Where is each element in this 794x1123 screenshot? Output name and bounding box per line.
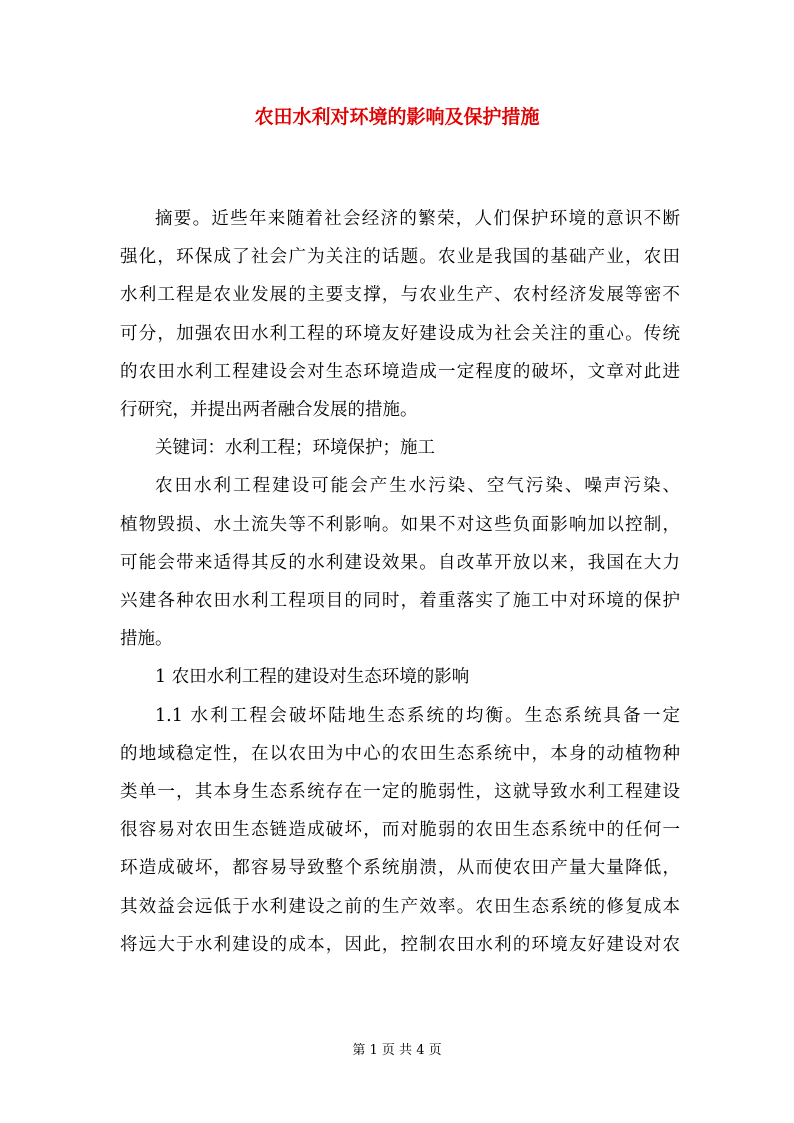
text-line: 可能会带来适得其反的水利建设效果。自改革开放以来，我国在大力 [120,552,680,573]
text-line: 将远大于水利建设的成本，因此，控制农田水利的环境友好建设对农 [120,934,680,955]
section-heading [120,658,680,696]
text-line: 关键词：水利工程；环境保护；施工 [155,438,435,459]
text-line: 的地域稳定性，在以农田为中心的农田生态系统中，本身的动植物种 [120,743,680,764]
page-footer: 第 1 页 共 4 页 [352,1043,442,1058]
text-line: 1.1 水利工程会破坏陆地生态系统的均衡。生态系统具备一定 [155,705,680,726]
text-line: 水利工程是农业发展的主要支撑，与农业生产、农村经济发展等密不 [120,285,680,306]
intro-paragraph [120,467,680,658]
abstract-paragraph [120,200,680,429]
keywords-paragraph [120,429,680,467]
text-line: 其效益会远低于水利建设之前的生产效率。农田生态系统的修复成本 [120,896,680,917]
text-line: 可分，加强农田水利工程的环境友好建设成为社会关注的重心。传统 [120,323,680,344]
text-line: 强化，环保成了社会广为关注的话题。农业是我国的基础产业，农田 [120,247,680,268]
text-line: 的农田水利工程建设会对生态环境造成一定程度的破坏，文章对此进 [120,361,680,382]
document-body [120,200,680,964]
text-line: 很容易对农田生态链造成破坏，而对脆弱的农田生态系统中的任何一 [120,820,680,841]
text-line: 摘要。近些年来随着社会经济的繁荣，人们保护环境的意识不断 [155,209,680,229]
subsection-paragraph [120,697,680,964]
text-line: 农田水利工程建设可能会产生水污染、空气污染、噪声污染、 [155,476,680,497]
text-line: 1 农田水利工程的建设对生态环境的影响 [155,667,470,688]
text-line: 兴建各种农田水利工程项目的同时，着重落实了施工中对环境的保护 [120,591,680,612]
text-line: 类单一，其本身生态系统存在一定的脆弱性，这就导致水利工程建设 [120,782,680,803]
document-title: 农田水利对环境的影响及保护措施 [254,106,540,128]
text-line: 行研究，并提出两者融合发展的措施。 [120,400,418,421]
text-line: 植物毁损、水土流失等不利影响。如果不对这些负面影响加以控制， [120,514,680,535]
text-line: 措施。 [120,629,173,650]
text-line: 环造成破坏，都容易导致整个系统崩溃，从而使农田产量大量降低， [120,858,680,879]
